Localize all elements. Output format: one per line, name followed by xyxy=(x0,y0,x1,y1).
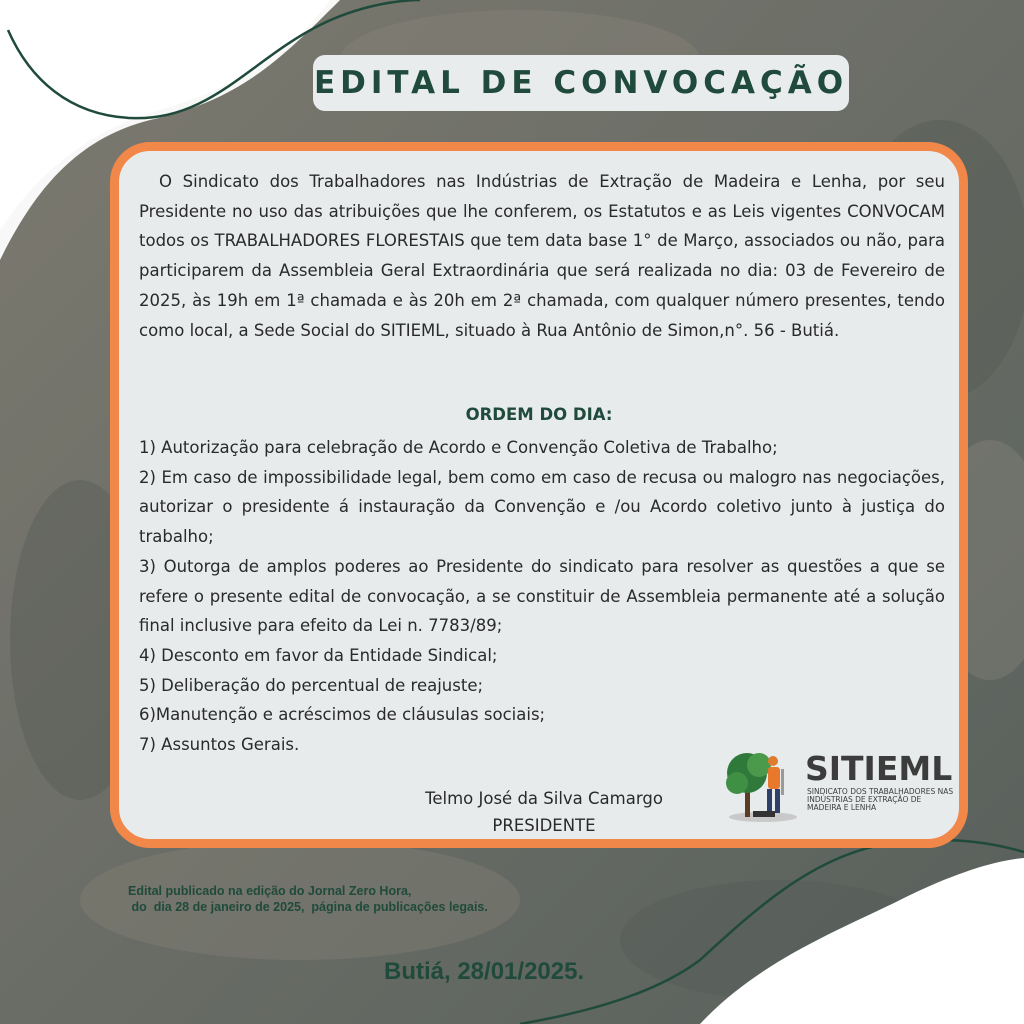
date-line: Butiá, 28/01/2025. xyxy=(384,958,585,985)
agenda-item: 1) Autorização para celebração de Acordo e Convenção Coletiva de Trabalho; xyxy=(139,438,778,457)
signature-block xyxy=(379,785,709,839)
agenda-item: 6)Manutenção e acréscimos de cláusulas sociais; xyxy=(139,705,546,725)
signature-role: PRESIDENTE xyxy=(492,816,596,835)
publication-note xyxy=(128,883,568,915)
notice-card xyxy=(110,142,968,848)
logo-subtitle: SINDICATO DOS TRABALHADORES NAS INDÚSTRIAS DE EXTRAÇÃO DE MADEIRA E LENHA xyxy=(807,787,954,812)
intro-paragraph: O Sindicato dos Trabalhadores nas Indústrias de Extração de Madeira e Lenha, por seu Presidente no uso das atribuições que lhe conferem, os Estatutos e as Leis vigentes CONVOCAM todos os TRABALHADORES FLORESTAIS que tem data base 1° de Março, associados ou não, para participarem da Assembleia Geral Extraordinária que será realizada no dia: 03 de Fevereiro de 2025, às 19h em 1ª chamada e às 20h em 2ª chamada, com qualquer número presentes, tendo como local, a Sede Social do SITIEML, situado à Rua Antônio de Simon,n°. 56 - Butiá. xyxy=(139,172,945,340)
page-title: EDITAL DE CONVOCAÇÃO xyxy=(313,55,849,111)
publication-note-line: Edital publicado na edição do Jornal Zero Hora, xyxy=(128,884,412,898)
logo-name: SITIEML xyxy=(805,749,953,788)
agenda-item: 2) Em caso de impossibilidade legal, bem como em caso de recusa ou malogro nas negociações, autorizar o presidente á instauração da Convenção e /ou Acordo coletivo junto à justiça do trabalho; xyxy=(139,467,945,547)
union-logo xyxy=(723,743,955,825)
agenda-title: ORDEM DO DIA: xyxy=(465,405,613,424)
signature-name: Telmo José da Silva Camargo xyxy=(425,789,663,808)
agenda-item: 4) Desconto em favor da Entidade Sindical; xyxy=(139,645,498,665)
logo-emblem-icon xyxy=(723,743,803,825)
agenda-item: 3) Outorga de amplos poderes ao Presidente do sindicato para resolver as questões a que se refere o presente edital de convocação, a se constituir de Assembleia permanente até a solução final inclusive para efeito da Lei n. 7783/89; xyxy=(139,556,945,636)
publication-note-line: do dia 28 de janeiro de 2025, página de publicações legais. xyxy=(128,900,488,914)
agenda-item: 7) Assuntos Gerais. xyxy=(139,735,300,755)
agenda-item: 5) Deliberação do percentual de reajuste; xyxy=(139,675,484,695)
agenda-list xyxy=(139,433,945,760)
